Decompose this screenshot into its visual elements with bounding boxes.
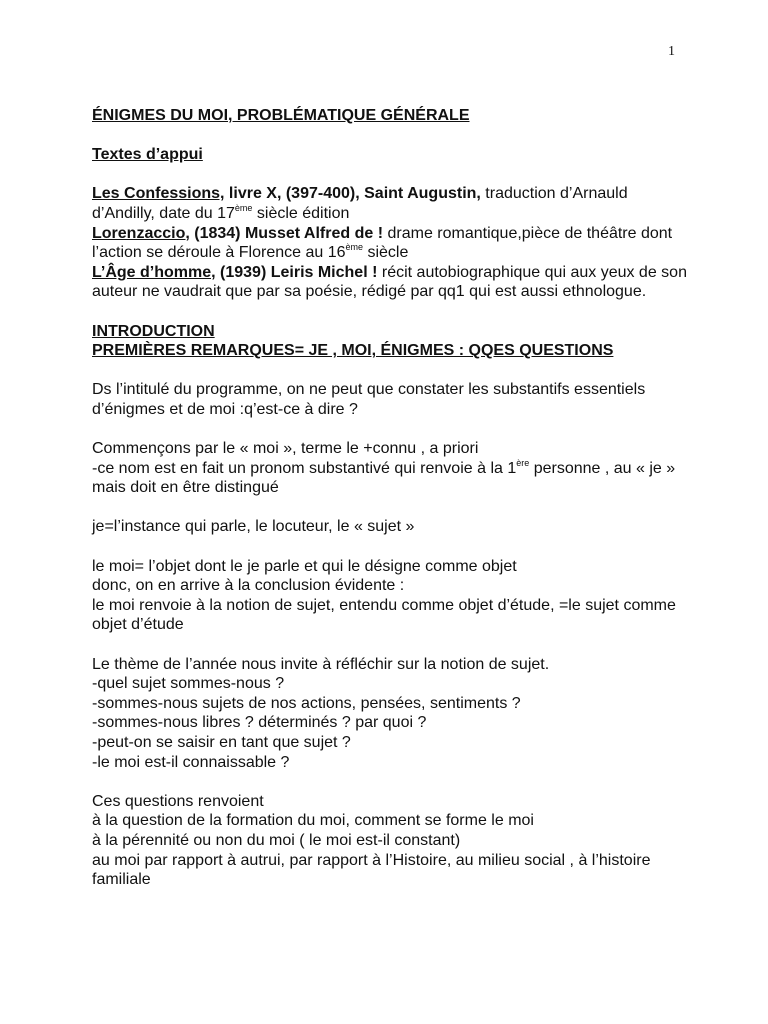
question-line: -quel sujet sommes-nous ? xyxy=(92,675,285,693)
page-number: 1 xyxy=(668,44,675,59)
source-title: Lorenzaccio, xyxy=(92,224,190,242)
text-segment: personne , au « je » mais doit en être distingué xyxy=(92,459,676,497)
source-age-homme xyxy=(92,263,692,302)
paragraph-3: je=l’instance qui parle, le locuteur, le « sujet » xyxy=(92,518,415,536)
source-desc-end: siècle xyxy=(363,244,409,262)
paragraph-4-line-2: donc, on en arrive à la conclusion évidente : xyxy=(92,577,405,595)
paragraph-4-line-3: le moi renvoie à la notion de sujet, entendu comme objet d’étude, =le sujet comme objet d’étude xyxy=(92,596,676,634)
source-desc: récit autobiographique qui aux yeux de son auteur ne vaudrait que par sa poésie, rédigé par qq1 qui est aussi ethnologue. xyxy=(92,263,687,301)
source-title: Les Confessions, xyxy=(92,185,225,203)
document-title: ÉNIGMES DU MOI, PROBLÉMATIQUE GÉNÉRALE xyxy=(92,107,470,124)
paragraph-2-line-1: Commençons par le « moi », terme le +connu , a priori xyxy=(92,440,479,458)
source-lorenzaccio xyxy=(92,224,692,263)
source-confessions xyxy=(92,184,692,223)
paragraph-6-line: à la pérennité ou non du moi ( le moi est-il constant) xyxy=(92,831,461,849)
source-info: (1834) Musset Alfred de ! xyxy=(189,224,384,242)
intro-heading: INTRODUCTION xyxy=(92,322,215,340)
question-line: -le moi est-il connaissable ? xyxy=(92,753,290,771)
paragraph-6-line: Ces questions renvoient xyxy=(92,792,264,810)
source-info: (1939) Leiris Michel ! xyxy=(215,263,378,281)
superscript: ème xyxy=(234,202,253,213)
section-heading-texts: Textes d’appui xyxy=(92,146,203,164)
question-line: -sommes-nous sujets de nos actions, pensées, sentiments ? xyxy=(92,694,521,712)
question-line: -peut-on se saisir en tant que sujet ? xyxy=(92,734,351,751)
paragraph-4-line-1: le moi= l’objet dont le je parle et qui le désigne comme objet xyxy=(92,557,517,575)
paragraph-1: Ds l’intitulé du programme, on ne peut que constater les substantifs essentiels d’énigmes et de moi :q’est-ce à dire ? xyxy=(92,381,646,418)
source-desc-end: siècle édition xyxy=(252,204,350,222)
source-title: L’Âge d’homme, xyxy=(92,263,216,281)
source-desc: traduction d’Arnauld d’Andilly, date du 17 xyxy=(92,185,628,222)
paragraph-6-line: à la question de la formation du moi, comment se forme le moi xyxy=(92,812,534,830)
superscript: ème xyxy=(345,242,364,253)
text-segment: -ce nom est en fait un pronom substantivé qui renvoie à la 1 xyxy=(92,459,517,477)
intro-subheading: PREMIÈRES REMARQUES= JE , MOI, ÉNIGMES : QQES QUESTIONS xyxy=(92,342,614,360)
source-info: livre X, (397-400), Saint Augustin, xyxy=(224,185,481,203)
paragraph-5-line: Le thème de l’année nous invite à réfléchir sur la notion de sujet. xyxy=(92,655,550,673)
question-line: -sommes-nous libres ? déterminés ? par quoi ? xyxy=(92,714,427,732)
document-body xyxy=(92,106,692,890)
superscript: ère xyxy=(516,457,530,468)
paragraph-2-line-2 xyxy=(92,459,692,498)
source-desc: drame romantique,pièce de théâtre dont l’action se déroule à Florence au 16 xyxy=(92,224,673,262)
paragraph-6-line: au moi par rapport à autrui, par rapport à l’Histoire, au milieu social , à l’histoire familiale xyxy=(92,851,651,889)
